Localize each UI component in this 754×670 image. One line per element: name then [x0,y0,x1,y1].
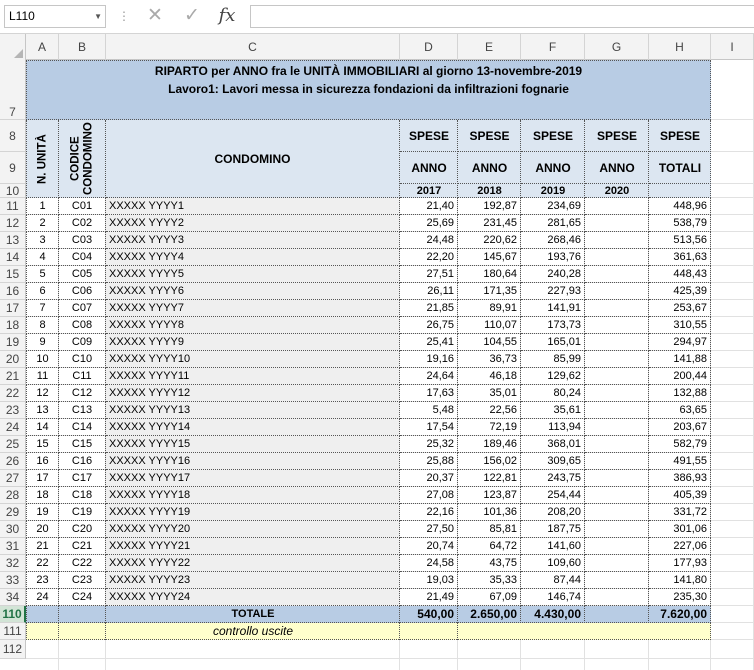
row-header-21[interactable]: 21 [0,368,26,385]
cell-totale[interactable]: 141,80 [649,572,711,589]
cell-codice[interactable]: C21 [59,538,106,555]
cell-codice[interactable]: C10 [59,351,106,368]
cell-condomino[interactable]: XXXXX YYYY8 [106,317,400,334]
row-header-33[interactable]: 33 [0,572,26,589]
cell-totale[interactable]: 386,93 [649,470,711,487]
cell-codice[interactable]: C22 [59,555,106,572]
cell-condomino[interactable]: XXXXX YYYY4 [106,249,400,266]
cell-n-unita[interactable]: 6 [26,283,59,300]
column-header-b[interactable]: B [59,34,106,60]
row-header-25[interactable]: 25 [0,436,26,453]
header-year: 2019 [540,185,566,197]
spreadsheet-grid[interactable] [0,34,754,670]
cell-condomino[interactable]: XXXXX YYYY17 [106,470,400,487]
control-label: controllo uscite [212,624,294,638]
row-header-18[interactable]: 18 [0,317,26,334]
cell-spese-2019[interactable]: 129,62 [521,368,585,385]
cell-spese-2017[interactable]: 24,64 [400,368,458,385]
row-header-29[interactable]: 29 [0,504,26,521]
cell-spese-2018[interactable]: 123,87 [458,487,521,504]
cell-totale[interactable]: 513,56 [649,232,711,249]
cell-spese-2020[interactable] [585,351,649,368]
cell-spese-2018[interactable]: 220,62 [458,232,521,249]
cell-spese-2020[interactable] [585,283,649,300]
header-spese: SPESE [585,120,649,152]
cell-codice[interactable]: C24 [59,589,106,606]
cell-spese-2019[interactable]: 109,60 [521,555,585,572]
row-header-31[interactable]: 31 [0,538,26,555]
header-anno: ANNO [585,152,649,184]
totals-y2020[interactable] [585,606,649,623]
cell-spese-2017[interactable]: 26,11 [400,283,458,300]
row-header-30[interactable]: 30 [0,521,26,538]
cell-spese-2020[interactable] [585,555,649,572]
cell-spese-2018[interactable]: 231,45 [458,215,521,232]
cell-codice[interactable]: C02 [59,215,106,232]
enter-icon[interactable]: ✓ [184,5,200,26]
select-all-corner[interactable] [0,34,26,60]
cell-spese-2017[interactable]: 25,32 [400,436,458,453]
column-header-a[interactable]: A [26,34,59,60]
cell-spese-2019[interactable]: 243,75 [521,470,585,487]
cell-spese-2018[interactable]: 36,73 [458,351,521,368]
cell-n-unita[interactable]: 3 [26,232,59,249]
column-header-i[interactable]: I [711,34,754,60]
cell-spese-2020[interactable] [585,487,649,504]
cell-condomino[interactable]: XXXXX YYYY5 [106,266,400,283]
cell-n-unita[interactable]: 2 [26,215,59,232]
row-header-28[interactable]: 28 [0,487,26,504]
cell-spese-2018[interactable]: 156,02 [458,453,521,470]
cell-spese-2017[interactable]: 20,37 [400,470,458,487]
cell-codice[interactable]: C03 [59,232,106,249]
cell-totale[interactable]: 132,88 [649,385,711,402]
cell-condomino[interactable]: XXXXX YYYY1 [106,198,400,215]
column-header-row [0,34,754,60]
cell-spese-2017[interactable]: 24,58 [400,555,458,572]
cell-spese-2019[interactable]: 35,61 [521,402,585,419]
cell-totale[interactable]: 63,65 [649,402,711,419]
cell-n-unita[interactable]: 7 [26,300,59,317]
totals-y2019[interactable]: 4.430,00 [521,606,585,623]
cell-codice[interactable]: C13 [59,402,106,419]
cell-spese-2019[interactable]: 187,75 [521,521,585,538]
formula-bar-grip-icon: ⋮ [118,9,129,23]
cell-condomino[interactable]: XXXXX YYYY15 [106,436,400,453]
totals-separator [26,606,59,623]
cell-spese-2017[interactable]: 22,20 [400,249,458,266]
cell-spese-2017[interactable]: 17,63 [400,385,458,402]
cell-n-unita[interactable]: 10 [26,351,59,368]
cell-spese-2018[interactable]: 43,75 [458,555,521,572]
cell-spese-2019[interactable]: 113,94 [521,419,585,436]
cell-condomino[interactable]: XXXXX YYYY24 [106,589,400,606]
cell-spese-2017[interactable]: 20,74 [400,538,458,555]
cell-spese-2018[interactable]: 64,72 [458,538,521,555]
cell-spese-2019[interactable]: 234,69 [521,198,585,215]
cell-n-unita[interactable]: 16 [26,453,59,470]
totals-total[interactable]: 7.620,00 [649,606,711,623]
cell-condomino[interactable]: XXXXX YYYY9 [106,334,400,351]
control-separator [400,623,458,640]
header-condomino: CONDOMINO [106,120,400,198]
cell-totale[interactable]: 203,67 [649,419,711,436]
cell-spese-2018[interactable]: 46,18 [458,368,521,385]
column-header-d[interactable]: D [400,34,458,60]
gridline-horizontal [26,658,754,659]
row-header-17[interactable]: 17 [0,300,26,317]
row-header-19[interactable]: 19 [0,334,26,351]
cell-spese-2018[interactable]: 85,81 [458,521,521,538]
cell-spese-2018[interactable]: 189,46 [458,436,521,453]
cell-spese-2017[interactable]: 21,40 [400,198,458,215]
cell-spese-2019[interactable]: 141,60 [521,538,585,555]
row-header-9[interactable]: 9 [0,152,26,184]
cell-n-unita[interactable]: 19 [26,504,59,521]
cell-condomino[interactable]: XXXXX YYYY22 [106,555,400,572]
cell-spese-2019[interactable]: 208,20 [521,504,585,521]
row-header-23[interactable]: 23 [0,402,26,419]
cell-totale[interactable]: 235,30 [649,589,711,606]
cell-spese-2020[interactable] [585,249,649,266]
cell-spese-2018[interactable]: 72,19 [458,419,521,436]
row-header-26[interactable]: 26 [0,453,26,470]
cell-codice[interactable]: C09 [59,334,106,351]
cell-condomino[interactable]: XXXXX YYYY18 [106,487,400,504]
cell-spese-2020[interactable] [585,317,649,334]
header-year: 2017 [416,185,442,197]
cell-spese-2019[interactable]: 165,01 [521,334,585,351]
cell-spese-2017[interactable]: 21,85 [400,300,458,317]
cell-spese-2020[interactable] [585,232,649,249]
totals-separator [59,606,106,623]
cell-codice[interactable]: C05 [59,266,106,283]
cell-spese-2020[interactable] [585,385,649,402]
row-header-110[interactable]: 110 [0,606,26,623]
cell-spese-2020[interactable] [585,266,649,283]
control-separator [26,623,59,640]
cell-condomino[interactable]: XXXXX YYYY11 [106,368,400,385]
cell-n-unita[interactable]: 18 [26,487,59,504]
cell-codice[interactable]: C08 [59,317,106,334]
control-separator [59,623,106,640]
cell-condomino[interactable]: XXXXX YYYY2 [106,215,400,232]
cell-spese-2018[interactable]: 145,67 [458,249,521,266]
cell-spese-2019[interactable]: 80,24 [521,385,585,402]
cell-spese-2017[interactable]: 24,48 [400,232,458,249]
cell-spese-2019[interactable]: 309,65 [521,453,585,470]
cell-n-unita[interactable]: 1 [26,198,59,215]
row-header-20[interactable]: 20 [0,351,26,368]
cell-codice[interactable]: C12 [59,385,106,402]
header-spese: SPESE [649,120,711,152]
totals-y2018[interactable]: 2.650,00 [458,606,521,623]
cell-condomino[interactable]: XXXXX YYYY13 [106,402,400,419]
header-year [649,184,711,198]
chevron-down-icon[interactable]: ▼ [94,12,102,21]
cell-spese-2017[interactable]: 21,49 [400,589,458,606]
row-header-8[interactable]: 8 [0,120,26,152]
cell-spese-2020[interactable] [585,521,649,538]
cell-totale[interactable]: 405,39 [649,487,711,504]
cell-totale[interactable]: 253,67 [649,300,711,317]
cell-spese-2019[interactable]: 268,46 [521,232,585,249]
cell-totale[interactable]: 425,39 [649,283,711,300]
cell-spese-2020[interactable] [585,572,649,589]
cell-spese-2018[interactable]: 101,36 [458,504,521,521]
cell-n-unita[interactable]: 4 [26,249,59,266]
row-header-16[interactable]: 16 [0,283,26,300]
header-anno: ANNO [458,152,521,184]
cell-codice[interactable]: C07 [59,300,106,317]
report-title: RIPARTO per ANNO fra le UNITÀ IMMOBILIARI al giorno 13-novembre-2019 [154,64,583,78]
insert-function-icon[interactable]: fx [218,5,236,26]
cell-spese-2018[interactable]: 35,01 [458,385,521,402]
cell-spese-2017[interactable]: 25,88 [400,453,458,470]
row-header-11[interactable]: 11 [0,198,26,215]
cell-spese-2020[interactable] [585,589,649,606]
row-header-7[interactable]: 7 [0,60,26,120]
cell-n-unita[interactable]: 17 [26,470,59,487]
cell-codice[interactable]: C19 [59,504,106,521]
row-header-13[interactable]: 13 [0,232,26,249]
cell-n-unita[interactable]: 5 [26,266,59,283]
cell-totale[interactable]: 141,88 [649,351,711,368]
cell-spese-2017[interactable]: 19,03 [400,572,458,589]
header-anno: ANNO [521,152,585,184]
cell-spese-2020[interactable] [585,470,649,487]
cell-totale[interactable]: 294,97 [649,334,711,351]
cell-spese-2019[interactable]: 240,28 [521,266,585,283]
header-spese: SPESE [521,120,585,152]
header-year: 2018 [477,185,502,197]
cell-n-unita[interactable]: 14 [26,419,59,436]
cell-totale[interactable]: 491,55 [649,453,711,470]
cell-spese-2019[interactable]: 368,01 [521,436,585,453]
cell-condomino[interactable]: XXXXX YYYY3 [106,232,400,249]
formula-bar [0,0,754,34]
header-spese: SPESE [458,120,521,152]
cell-spese-2018[interactable]: 22,56 [458,402,521,419]
cell-totale[interactable]: 301,06 [649,521,711,538]
control-separator [106,623,400,640]
cell-spese-2017[interactable]: 22,16 [400,504,458,521]
cancel-icon[interactable]: ✕ [147,5,163,26]
cell-codice[interactable]: C23 [59,572,106,589]
cell-codice[interactable]: C16 [59,453,106,470]
cell-spese-2017[interactable]: 27,51 [400,266,458,283]
cell-totale[interactable]: 177,93 [649,555,711,572]
cell-totale[interactable]: 582,79 [649,436,711,453]
cell-totale[interactable]: 448,43 [649,266,711,283]
cell-condomino[interactable]: XXXXX YYYY12 [106,385,400,402]
cell-codice[interactable]: C15 [59,436,106,453]
cell-spese-2019[interactable]: 254,44 [521,487,585,504]
cell-spese-2017[interactable]: 5,48 [400,402,458,419]
cell-totale[interactable]: 448,96 [649,198,711,215]
cell-spese-2020[interactable] [585,198,649,215]
cell-condomino[interactable]: XXXXX YYYY19 [106,504,400,521]
cell-codice[interactable]: C18 [59,487,106,504]
row-header-14[interactable]: 14 [0,249,26,266]
cell-n-unita[interactable]: 21 [26,538,59,555]
cell-codice[interactable]: C14 [59,419,106,436]
cell-spese-2019[interactable]: 85,99 [521,351,585,368]
cell-spese-2020[interactable] [585,368,649,385]
cell-spese-2018[interactable]: 122,81 [458,470,521,487]
formula-input[interactable] [250,5,754,28]
cell-spese-2019[interactable]: 87,44 [521,572,585,589]
cell-condomino[interactable]: XXXXX YYYY6 [106,283,400,300]
cell-condomino[interactable]: XXXXX YYYY21 [106,538,400,555]
totals-label: TOTALE [231,608,275,620]
row-header-111[interactable]: 111 [0,623,26,640]
cell-codice[interactable]: C20 [59,521,106,538]
row-header-10[interactable]: 10 [0,184,26,198]
report-subtitle: Lavoro1: Lavori messa in sicurezza fondazioni da infiltrazioni fognarie [168,82,569,96]
cell-spese-2018[interactable]: 110,07 [458,317,521,334]
cell-n-unita[interactable]: 22 [26,555,59,572]
row-header-12[interactable]: 12 [0,215,26,232]
cell-spese-2017[interactable]: 26,75 [400,317,458,334]
cell-spese-2018[interactable]: 104,55 [458,334,521,351]
cell-spese-2018[interactable]: 180,64 [458,266,521,283]
cell-spese-2018[interactable]: 35,33 [458,572,521,589]
cell-totale[interactable]: 310,55 [649,317,711,334]
cell-totale[interactable]: 200,44 [649,368,711,385]
cell-spese-2017[interactable]: 19,16 [400,351,458,368]
cell-spese-2020[interactable] [585,504,649,521]
cell-condomino[interactable]: XXXXX YYYY16 [106,453,400,470]
cell-condomino[interactable]: XXXXX YYYY7 [106,300,400,317]
cell-spese-2017[interactable]: 25,41 [400,334,458,351]
cell-condomino[interactable]: XXXXX YYYY20 [106,521,400,538]
row-header-27[interactable]: 27 [0,470,26,487]
cell-condomino[interactable]: XXXXX YYYY23 [106,572,400,589]
row-header-24[interactable]: 24 [0,419,26,436]
cell-spese-2019[interactable]: 141,91 [521,300,585,317]
cell-condomino[interactable]: XXXXX YYYY14 [106,419,400,436]
cell-n-unita[interactable]: 13 [26,402,59,419]
cell-n-unita[interactable]: 15 [26,436,59,453]
column-header-e[interactable]: E [458,34,521,60]
cell-spese-2020[interactable] [585,419,649,436]
cell-codice[interactable]: C01 [59,198,106,215]
cell-condomino[interactable]: XXXXX YYYY10 [106,351,400,368]
column-header-h[interactable]: H [649,34,711,60]
header-spese: SPESE [400,120,458,152]
cell-spese-2017[interactable]: 25,69 [400,215,458,232]
cell-spese-2018[interactable]: 67,09 [458,589,521,606]
cell-spese-2019[interactable]: 193,76 [521,249,585,266]
cell-spese-2017[interactable]: 17,54 [400,419,458,436]
cell-spese-2018[interactable]: 89,91 [458,300,521,317]
cell-spese-2019[interactable]: 146,74 [521,589,585,606]
cell-spese-2020[interactable] [585,436,649,453]
cell-totale[interactable]: 331,72 [649,504,711,521]
cell-spese-2020[interactable] [585,453,649,470]
cell-spese-2020[interactable] [585,300,649,317]
header-n-unita-label: N. UNITÀ [36,134,49,184]
cell-n-unita[interactable]: 12 [26,385,59,402]
cell-spese-2020[interactable] [585,215,649,232]
column-header-g[interactable]: G [585,34,649,60]
row-header-32[interactable]: 32 [0,555,26,572]
cell-spese-2018[interactable]: 192,87 [458,198,521,215]
cell-spese-2017[interactable]: 27,08 [400,487,458,504]
cell-spese-2019[interactable]: 281,65 [521,215,585,232]
name-box-value: L110 [9,9,35,23]
row-header-112[interactable]: 112 [0,640,26,659]
name-box[interactable] [4,5,106,28]
cell-spese-2017[interactable]: 27,50 [400,521,458,538]
cell-spese-2020[interactable] [585,402,649,419]
cell-spese-2018[interactable]: 171,35 [458,283,521,300]
cell-n-unita[interactable]: 8 [26,317,59,334]
row-header-15[interactable]: 15 [0,266,26,283]
cell-n-unita[interactable]: 20 [26,521,59,538]
cell-codice[interactable]: C17 [59,470,106,487]
cell-codice[interactable]: C11 [59,368,106,385]
header-anno: ANNO [400,152,458,184]
row-header-34[interactable]: 34 [0,589,26,606]
cell-n-unita[interactable]: 24 [26,589,59,606]
column-header-f[interactable]: F [521,34,585,60]
cell-n-unita[interactable]: 9 [26,334,59,351]
cell-n-unita[interactable]: 11 [26,368,59,385]
cell-spese-2020[interactable] [585,538,649,555]
header-year: 2020 [604,185,630,197]
column-header-c[interactable]: C [106,34,400,60]
cell-codice[interactable]: C06 [59,283,106,300]
row-header-22[interactable]: 22 [0,385,26,402]
cell-spese-2019[interactable]: 173,73 [521,317,585,334]
cell-spese-2019[interactable]: 227,93 [521,283,585,300]
header-anno: TOTALI [649,152,711,184]
header-codice-label: CODICE CONDOMINO [69,122,95,196]
cell-totale[interactable]: 538,79 [649,215,711,232]
cell-totale[interactable]: 227,06 [649,538,711,555]
totals-y2017[interactable]: 540,00 [400,606,458,623]
cell-totale[interactable]: 361,63 [649,249,711,266]
cell-spese-2020[interactable] [585,334,649,351]
cell-n-unita[interactable]: 23 [26,572,59,589]
cell-codice[interactable]: C04 [59,249,106,266]
totals-separator [106,606,400,623]
